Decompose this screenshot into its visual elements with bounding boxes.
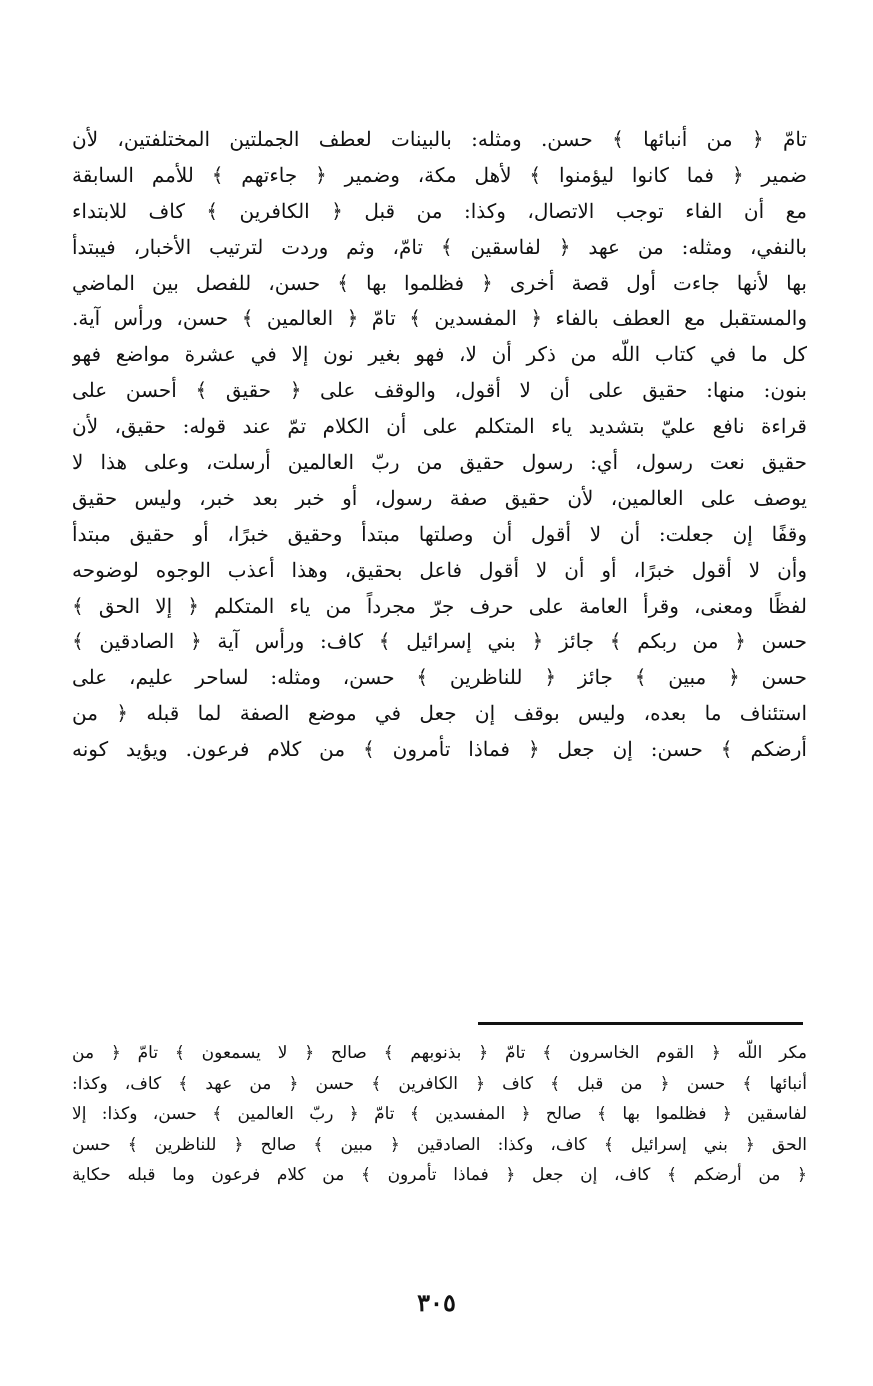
main-text-line: بها لأنها جاءت أول قصة أخرى ﴿ فظلموا بها ﴾ حسن، للفصل بين الماضي — [72, 270, 807, 295]
main-text-line: قراءة نافع عليّ بتشديد ياء المتكلم على أن الكلام تمّ عند قوله: حقيق، لأن — [72, 414, 807, 439]
footnote-line: الحق ﴿ بني إسرائيل ﴾ كاف، وكذا: الصادقين ﴿ مبين ﴾ صالح ﴿ للناظرين ﴾ حسن — [72, 1134, 807, 1155]
main-text-line: بنون: منها: حقيق على أن لا أقول، والوقف على ﴿ حقيق ﴾ أحسن على — [72, 378, 807, 403]
footnote-line: لفاسقين ﴿ فظلموا بها ﴾ صالح ﴿ المفسدين ﴾ تامّ ﴿ ربّ العالمين ﴾ حسن، وكذا: إلا — [72, 1104, 807, 1125]
footnote-separator — [478, 1022, 803, 1025]
main-text-line: حقيق نعت رسول، أي: رسول حقيق من ربّ العالمين أرسلت، وعلى هذا لا — [72, 450, 807, 475]
main-text-line: تامّ ﴿ من أنبائها ﴾ حسن. ومثله: بالبينات لعطف الجملتين المختلفتين، لأن — [72, 127, 807, 151]
footnote-line: أنبائها ﴾ حسن ﴿ من قبل ﴾ كاف ﴿ الكافرين ﴾ حسن ﴿ من عهد ﴾ كاف، وكذا: — [72, 1073, 807, 1094]
main-text-line: والمستقبل مع العطف بالفاء ﴿ المفسدين ﴾ تامّ ﴿ العالمين ﴾ حسن، ورأس آية. — [72, 306, 807, 331]
main-text-line: وقفًا إن جعلت: أن لا أقول أن وصلتها مبتدأ وحقيق خبرًا، أو حقيق مبتدأ — [72, 521, 807, 546]
main-text-line: مع أن الفاء توجب الاتصال، وكذا: من قبل ﴿ الكافرين ﴾ كاف للابتداء — [72, 198, 807, 223]
main-text-line: حسن ﴿ من ربكم ﴾ جائز ﴿ بني إسرائيل ﴾ كاف: ورأس آية ﴿ الصادقين ﴾ — [72, 629, 807, 654]
footnote-line: مكر اللّه ﴿ القوم الخاسرون ﴾ تامّ ﴿ بذنوبهم ﴾ صالح ﴿ لا يسمعون ﴾ تامّ ﴿ من — [72, 1043, 807, 1063]
main-text-line: أرضكم ﴾ حسن: إن جعل ﴿ فماذا تأمرون ﴾ من كلام فرعون. ويؤيد كونه — [72, 737, 807, 762]
main-text-line: وأن لا أقول خبرًا، أو أن لا أقول فاعل بحقيق، وهذا أعذب الوجوه لوضوحه — [72, 557, 807, 582]
main-text-line: حسن ﴿ مبين ﴾ جائز ﴿ للناظرين ﴾ حسن، ومثله: لساحر عليم، على — [72, 665, 807, 690]
page-number: ٣٠٥ — [417, 1288, 456, 1317]
main-text-line: كل ما في كتاب اللّه من ذكر أن لا، فهو بغير نون إلا في عشرة مواضع فهو — [72, 342, 807, 367]
main-text-line: لفظًا ومعنى، وقرأ العامة على حرف جرّ مجرداً من ياء المتكلم ﴿ إلا الحق ﴾ — [72, 593, 807, 618]
footnote-line: ﴿ من أرضكم ﴾ كاف، إن جعل ﴿ فماذا تأمرون ﴾ من كلام فرعون وما قبله حكاية — [72, 1165, 807, 1186]
main-text-line: يوصف على العالمين، لأن حقيق صفة رسول، أو خبر بعد خبر، وليس حقيق — [72, 485, 807, 510]
main-text-line: استئناف ما بعده، وليس بوقف إن جعل في موضع الصفة لما قبله ﴿ من — [72, 701, 807, 726]
main-text-line: بالنفي، ومثله: من عهد ﴿ لفاسقين ﴾ تامّ، وثم وردت لترتيب الأخبار، فيبتدأ — [72, 234, 807, 259]
footnotes-block — [72, 1038, 807, 1191]
main-text-block — [72, 122, 807, 768]
main-text-line: ضمير ﴿ فما كانوا ليؤمنوا ﴾ لأهل مكة، وضمير ﴿ جاءتهم ﴾ للأمم السابقة — [72, 162, 807, 187]
